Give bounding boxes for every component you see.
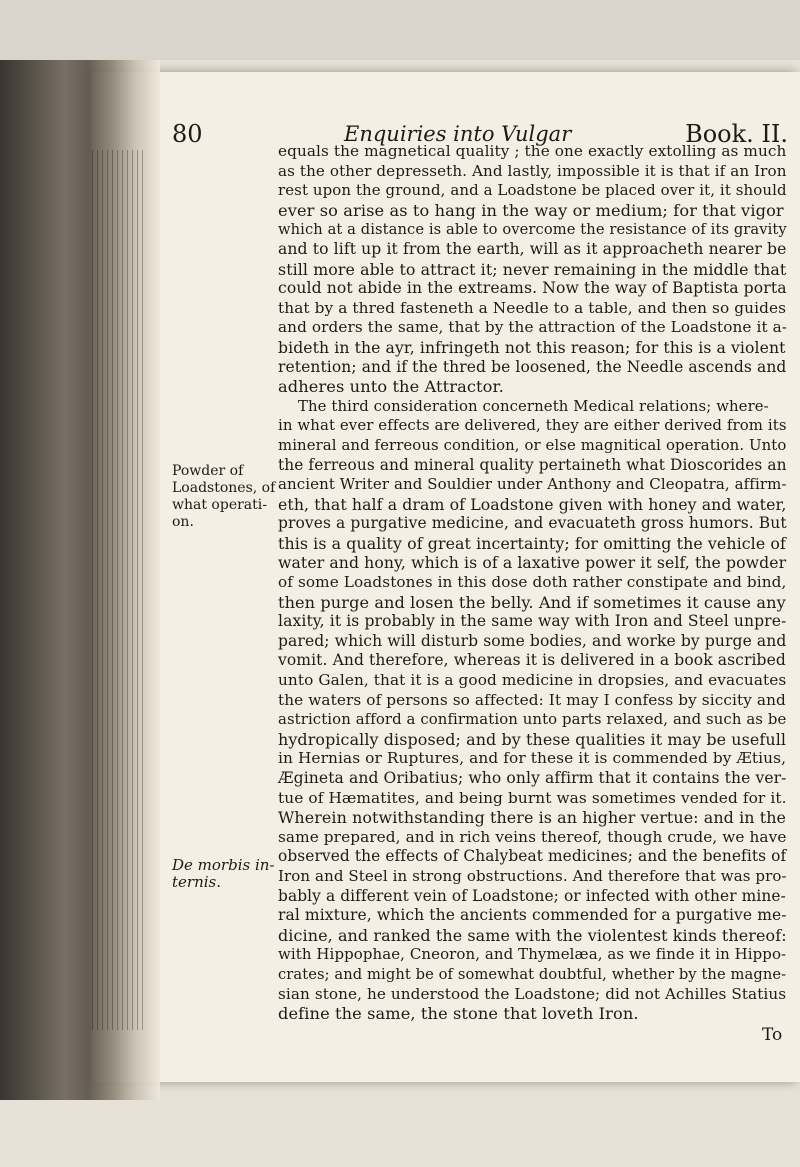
margin-note-line: Powder of (172, 463, 244, 479)
text-line: Ægineta and Oribatius; who only affirm that it contains the ver- (278, 769, 787, 787)
text-line: Iron and Steel in strong obstructions. And therefore that was pro- (278, 866, 787, 885)
margin-note-de-morbis (172, 857, 282, 891)
book-label: Book. II. (685, 120, 788, 148)
text-line: tue of Hæmatites, and being burnt was sometimes vended for it. (278, 788, 787, 807)
text-line: sian stone, he understood the Loadstone; did not Achilles Statius (278, 984, 787, 1003)
text-line: that by a thred fasteneth a Needle to a table, and then so guides (278, 298, 787, 317)
margin-note-line: ternis. (172, 873, 221, 891)
text-line: ever so arise as to hang in the way or medium; for that vigor (278, 200, 784, 220)
text-line: unto Galen, that it is a good medicine in dropsies, and evacuates (278, 671, 787, 690)
text-line: still more able to attract it; never remaining in the middle that (278, 259, 787, 279)
text-line: ancient Writer and Souldier under Anthony and Cleopatra, affirm- (278, 475, 787, 494)
text-line: of some Loadstones in this dose doth rather constipate and bind, (278, 573, 787, 592)
text-line: retention; and if the thred be loosened, the Needle ascends and (278, 357, 787, 376)
text-line: ral mixture, which the ancients commended for a purgative me- (278, 906, 787, 925)
catchword: To (762, 1025, 783, 1045)
text-line: bably a different vein of Loadstone; or infected with other mine- (278, 886, 786, 905)
text-line: vomit. And therefore, whereas it is delivered in a book ascribed (278, 651, 786, 670)
text-line: crates; and might be of somewhat doubtful, whether by the magne- (278, 965, 787, 983)
text-line: this is a quality of great incertainty; for omitting the vehicle of (278, 533, 786, 553)
margin-note-line: on. (172, 514, 194, 530)
text-line: in what ever effects are delivered, they are either derived from its (278, 416, 787, 435)
text-line: laxity, it is probably in the same way with Iron and Steel unpre- (278, 612, 787, 631)
margin-note-line: what operati- (172, 497, 267, 513)
margin-note-line: De morbis in- (172, 856, 275, 874)
text-line: which at a distance is able to overcome the resistance of its gravity (278, 221, 787, 239)
text-line: rest upon the ground, and a Loadstone be placed over it, it should (278, 181, 787, 200)
text-line: eth, that half a dram of Loadstone given with honey and water, (278, 494, 787, 514)
text-line: dicine, and ranked the same with the violentest kinds thereof: (278, 925, 787, 945)
text-line: hydropically disposed; and by these qualities it may be usefull (278, 729, 787, 749)
text-line: proves a purgative medicine, and evacuateth gross humors. But (278, 514, 787, 533)
text-line: define the same, the stone that loveth Iron. (278, 1004, 639, 1024)
text-line: water and hony, which is of a laxative power it self, the powder (278, 553, 787, 573)
text-line: equals the magnetical quality ; the one exactly extolling as much (278, 142, 787, 160)
text-line: astriction afford a confirmation unto parts relaxed, and such as be (278, 710, 787, 729)
text-line: mineral and ferreous condition, or else magnitical operation. Unto (278, 435, 787, 454)
running-head: Enquiries into Vulgar (344, 122, 572, 146)
binding-shadow (92, 150, 144, 1030)
margin-note-powder (172, 463, 282, 531)
text-line: then purge and losen the belly. And if sometimes it cause any (278, 592, 786, 612)
text-line: and to lift up it from the earth, will as it approacheth nearer be (278, 239, 787, 258)
margin-note-line: Loadstones, of (172, 480, 276, 496)
text-line: as the other depresseth. And lastly, impossible it is that if an Iron (278, 161, 787, 180)
text-line: could not abide in the extreams. Now the way of Baptista porta (278, 279, 787, 298)
text-line: The third consideration concerneth Medical relations; where- (298, 396, 769, 415)
text-line: pared; which will disturb some bodies, and worke by purge and (278, 631, 787, 650)
text-line: in Hernias or Ruptures, and for these it is commended by Ætius, (278, 749, 787, 768)
text-line: bideth in the ayr, infringeth not this reason; for this is a violent (278, 337, 786, 357)
text-line: the waters of persons so affected: It may I confess by siccity and (278, 690, 786, 709)
text-line: Wherein notwithstanding there is an higher vertue: and in the (278, 808, 787, 828)
text-line: and orders the same, that by the attraction of the Loadstone it a- (278, 318, 788, 337)
text-line: the ferreous and mineral quality pertaineth what Dioscorides an (278, 455, 787, 474)
page-number: 80 (172, 120, 203, 148)
text-line: adheres unto the Attractor. (278, 377, 504, 397)
text-line: observed the effects of Chalybeat medicines; and the benefits of (278, 847, 787, 866)
text-line: with Hippophae, Cneoron, and Thymelæa, as we finde it in Hippo- (278, 945, 787, 964)
body-text (278, 142, 798, 1024)
scan-background (0, 0, 800, 60)
text-line: same prepared, and in rich veins thereof, though crude, we have (278, 827, 787, 846)
